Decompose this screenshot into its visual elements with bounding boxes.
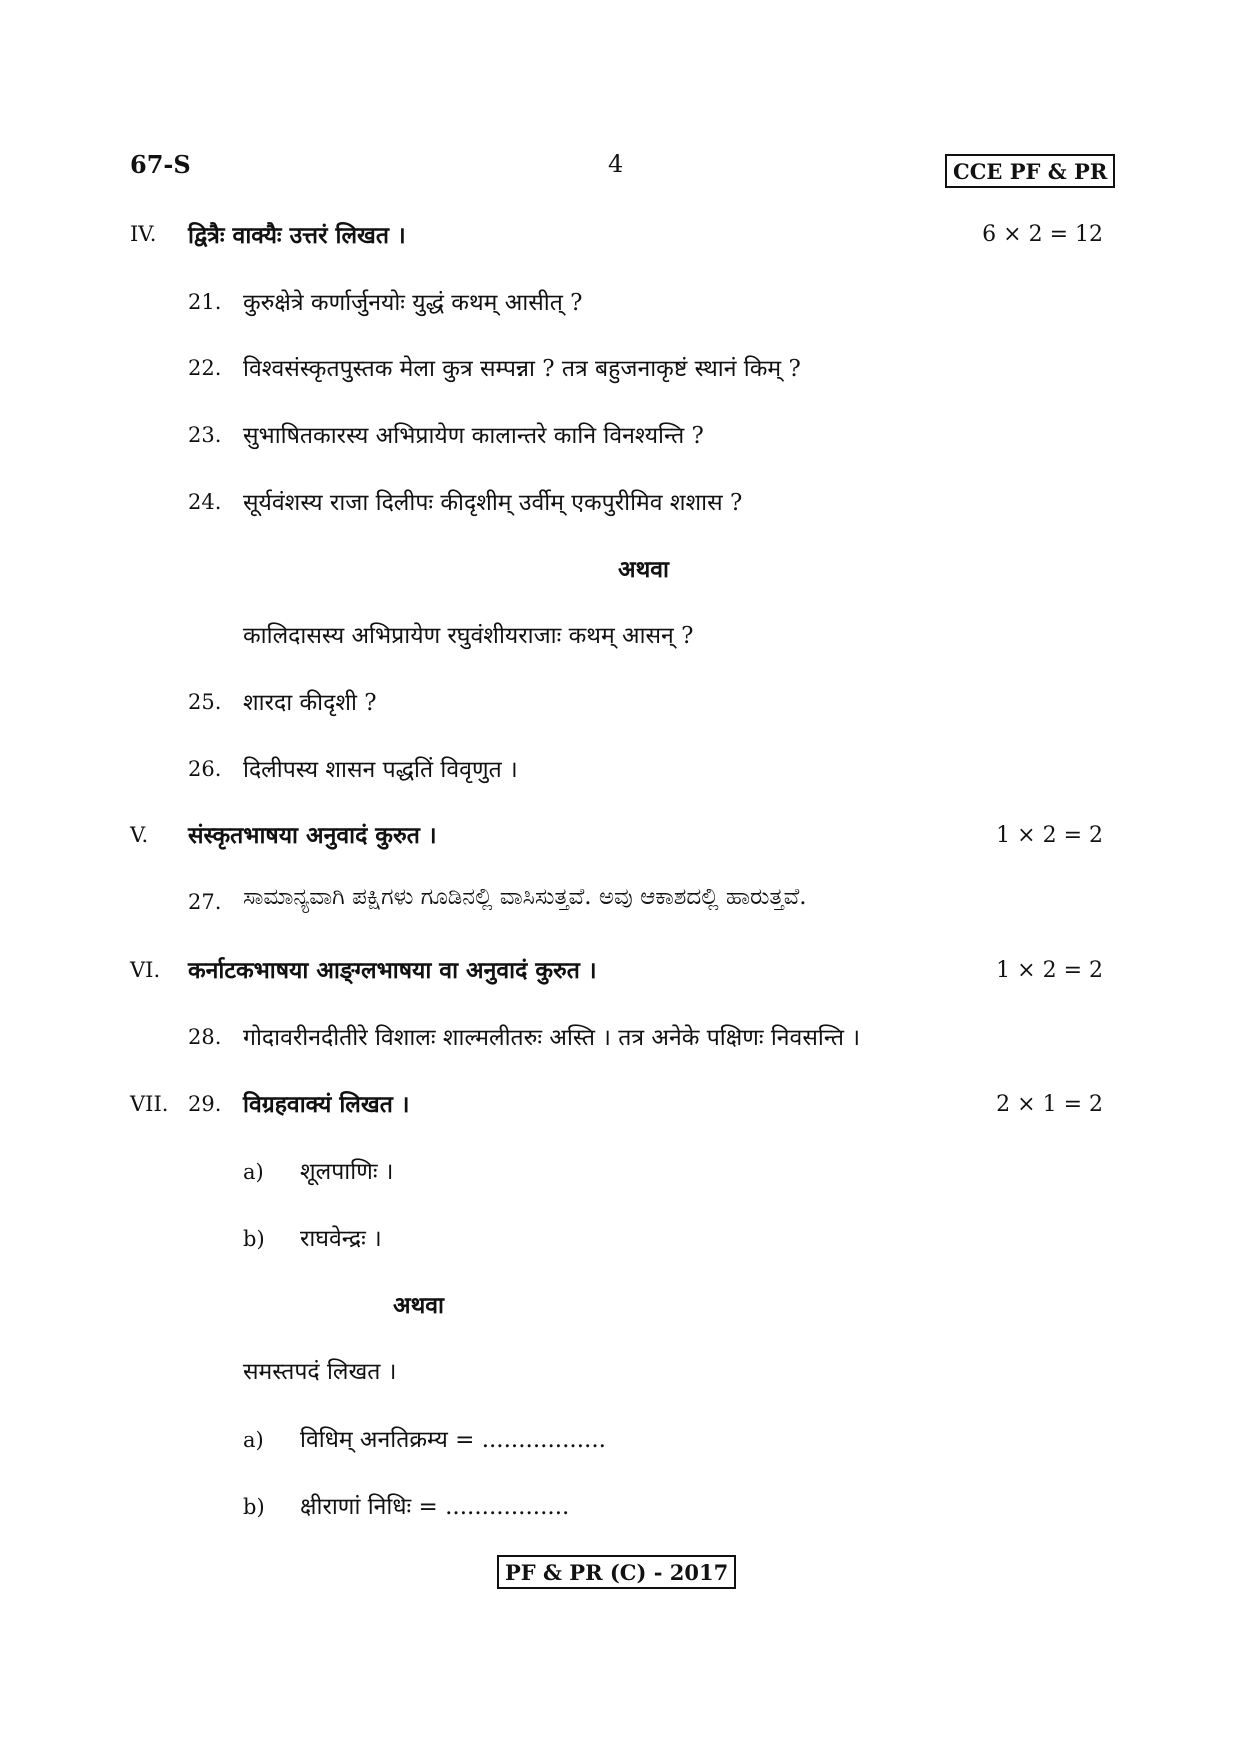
question-number: 26.: [188, 757, 222, 781]
section-v-roman: V.: [130, 823, 149, 847]
question-text: दिलीपस्य शासन पद्धतिं विवृणुत ।: [243, 757, 518, 783]
question-number: 24.: [188, 490, 222, 514]
section-vi-marks: 1 × 2 = 2: [996, 958, 1103, 983]
question-text: कुरुक्षेत्रे कर्णार्जुनयोः युद्धं कथम् आसीत् ?: [243, 290, 583, 316]
section-v-title: संस्कृतभाषया अनुवादं कुरुत ।: [188, 822, 437, 849]
section-iv-roman: IV.: [130, 222, 157, 246]
question-number: 23.: [188, 423, 222, 447]
section-iv-marks: 6 × 2 = 12: [982, 222, 1103, 247]
section-iv-title: द्वित्रैः वाक्यैः उत्तरं लिखत ।: [188, 222, 406, 249]
or-label: अथवा: [618, 556, 670, 583]
question-number: 21.: [188, 290, 222, 314]
alt-instruction: समस्तपदं लिखत ।: [243, 1359, 397, 1385]
question-text: सुभाषितकारस्य अभिप्रायेण कालान्तरे कानि विनश्यन्ति ?: [243, 423, 704, 449]
footer-code-box: PF & PR (C) - 2017: [497, 1555, 736, 1589]
or-question-text: कालिदासस्य अभिप्रायेण रघुवंशीयराजाः कथम् आसन् ?: [243, 623, 694, 649]
question-text: सूर्यवंशस्य राजा दिलीपः कीदृशीम् उर्वीम् एकपुरीमिव शशास ?: [243, 490, 743, 516]
item-text: क्षीराणां निधिः = .................: [300, 1494, 570, 1520]
paper-code: 67-S: [130, 150, 191, 179]
question-text: शारदा कीदृशी ?: [243, 690, 377, 716]
section-vi-roman: VI.: [130, 958, 161, 982]
item-letter: b): [243, 1227, 265, 1251]
question-number: 22.: [188, 356, 222, 380]
section-vi-title: कर्नाटकभाषया आङ्ग्लभाषया वा अनुवादं कुरुत ।: [188, 957, 597, 984]
question-text: विश्वसंस्कृतपुस्तक मेला कुत्र सम्पन्ना ? तत्र बहुजनाकृष्टं स्थानं किम् ?: [243, 356, 801, 382]
page-number: 4: [608, 150, 624, 178]
question-text: ಸಾಮಾನ್ಯವಾಗಿ ಪಕ್ಷಿಗಳು ಗೂಡಿನಲ್ಲಿ ವಾಸಿಸುತ್ತವೆ. ಅವು ಆಕಾಶದಲ್ಲಿ ಹಾರುತ್ತವೆ.: [243, 884, 807, 910]
question-number: 25.: [188, 690, 222, 714]
section-v-marks: 1 × 2 = 2: [996, 823, 1103, 848]
section-vii-marks: 2 × 1 = 2: [996, 1092, 1103, 1117]
item-letter: a): [243, 1428, 264, 1452]
item-letter: b): [243, 1495, 265, 1519]
question-number: 28.: [188, 1025, 222, 1049]
section-vii-roman: VII.: [130, 1092, 169, 1116]
exam-code-box: CCE PF & PR: [945, 154, 1115, 188]
question-number: 27.: [188, 890, 222, 914]
item-text: विधिम् अनतिक्रम्य = .................: [300, 1427, 606, 1453]
item-text: राघवेन्द्रः ।: [300, 1226, 382, 1252]
section-vii-title: विग्रहवाक्यं लिखत ।: [243, 1091, 410, 1118]
question-text: गोदावरीनदीतीरे विशालः शाल्मलीतरुः अस्ति । तत्र अनेके पक्षिणः निवसन्ति ।: [243, 1025, 861, 1051]
item-text: शूलपाणिः ।: [300, 1159, 394, 1185]
item-letter: a): [243, 1160, 264, 1184]
or-label: अथवा: [393, 1292, 445, 1319]
question-number: 29.: [188, 1092, 222, 1116]
